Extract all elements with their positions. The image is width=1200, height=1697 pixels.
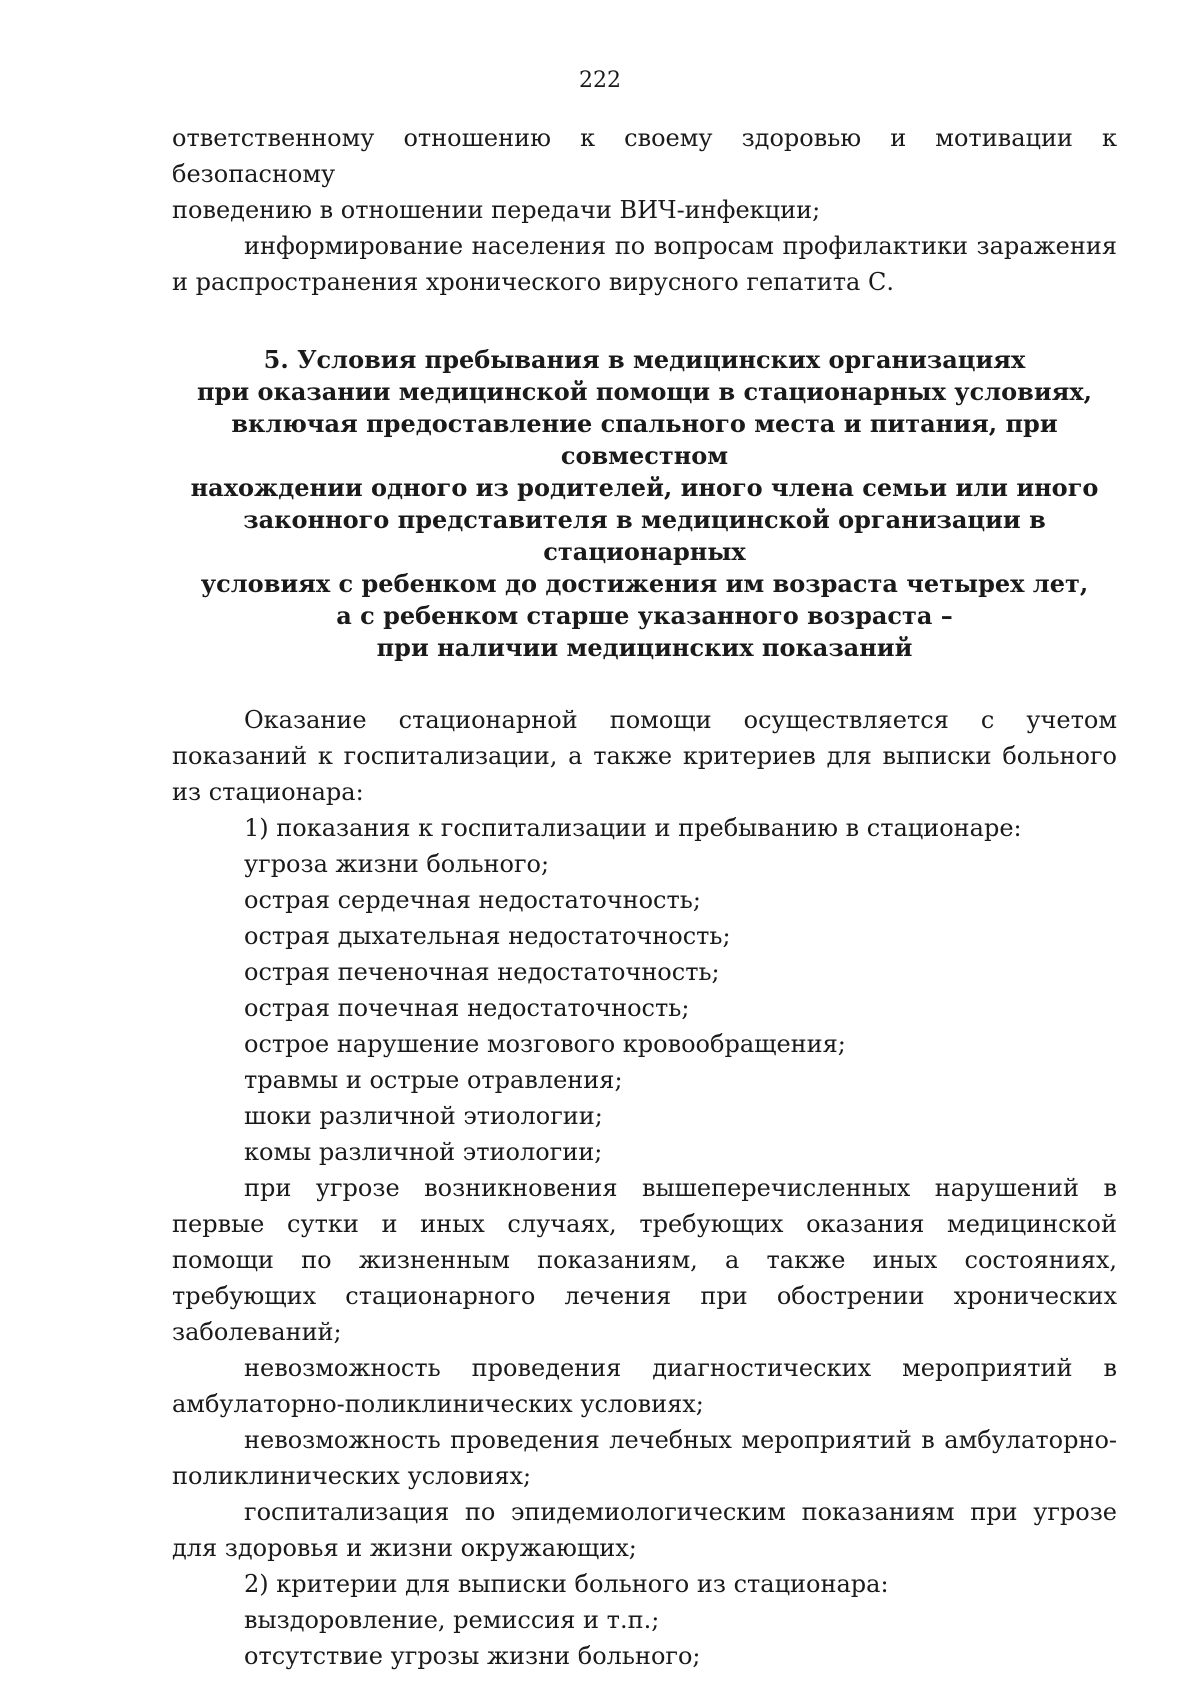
document-body xyxy=(172,120,1117,1674)
section-1-title: 1) показания к госпитализации и пребыванию в стационаре: xyxy=(244,814,1022,842)
paragraph: невозможность проведения диагностических мероприятий в амбулаторно-поликлинических условиях; xyxy=(172,1354,1117,1418)
section-heading xyxy=(172,344,1117,664)
paragraph: госпитализация по эпидемиологическим показаниям при угрозе для здоровья и жизни окружающих; xyxy=(172,1498,1117,1562)
heading-line: законного представителя в медицинской организации в стационарных xyxy=(243,505,1046,566)
list-item: острая дыхательная недостаточность; xyxy=(244,922,731,950)
page-number: 222 xyxy=(579,68,621,93)
list-item: травмы и острые отравления; xyxy=(244,1066,623,1094)
list-item: отсутствие угрозы жизни больного; xyxy=(244,1642,701,1670)
list-item: острая почечная недостаточность; xyxy=(244,994,690,1022)
intro-line-2: поведению в отношении передачи ВИЧ-инфекции; xyxy=(172,196,821,224)
heading-line: при оказании медицинской помощи в стационарных условиях, xyxy=(196,377,1093,406)
lead-paragraph: Оказание стационарной помощи осуществляется с учетом показаний к госпитализации, а также критериев для выписки больного из стационара: xyxy=(172,706,1117,806)
heading-line: 5. Условия пребывания в медицинских организациях xyxy=(263,345,1026,374)
list-item: острая печеночная недостаточность; xyxy=(244,958,720,986)
paragraph: невозможность проведения лечебных мероприятий в амбулаторно-поликлинических условиях; xyxy=(172,1426,1117,1490)
intro-paragraph: информирование населения по вопросам профилактики заражения и распространения хронического вирусного гепатита С. xyxy=(172,232,1117,296)
heading-line: нахождении одного из родителей, иного члена семьи или иного xyxy=(190,473,1099,502)
list-item: выздоровление, ремиссия и т.п.; xyxy=(244,1606,660,1634)
list-item: острое нарушение мозгового кровообращения; xyxy=(244,1030,846,1058)
heading-line: а с ребенком старше указанного возраста – xyxy=(336,601,953,630)
section-2-title: 2) критерии для выписки больного из стационара: xyxy=(244,1570,889,1598)
list-item: комы различной этиологии; xyxy=(244,1138,603,1166)
intro-line-1: ответственному отношению к своему здоровью и мотивации к безопасному xyxy=(172,124,1117,188)
heading-line: условиях с ребенком до достижения им возраста четырех лет, xyxy=(200,569,1089,598)
heading-line: при наличии медицинских показаний xyxy=(376,633,913,662)
list-item: угроза жизни больного; xyxy=(244,850,550,878)
list-item: шоки различной этиологии; xyxy=(244,1102,603,1130)
list-item: острая сердечная недостаточность; xyxy=(244,886,701,914)
paragraph: при угрозе возникновения вышеперечисленных нарушений в первые сутки и иных случаях, требующих оказания медицинской помощи по жизненным показаниям, а также иных состояниях, требующих стационарного лечения при обострении хронических заболеваний; xyxy=(172,1174,1117,1346)
heading-line: включая предоставление спального места и питания, при совместном xyxy=(231,409,1058,470)
